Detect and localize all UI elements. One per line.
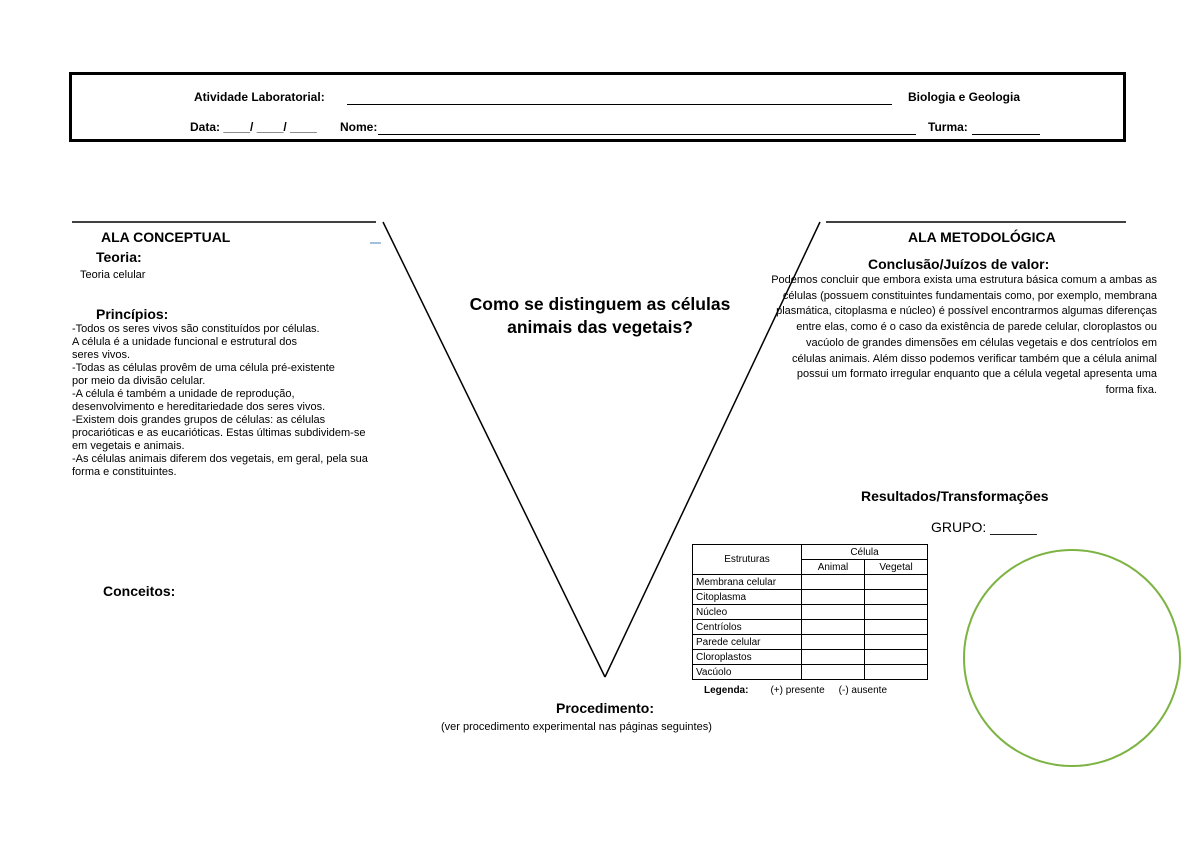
vegetal-cell[interactable] xyxy=(865,650,928,665)
table-row xyxy=(693,650,928,665)
atividade-label: Atividade Laboratorial: xyxy=(194,90,325,104)
vegetal-cell[interactable] xyxy=(865,590,928,605)
principios-list xyxy=(72,323,417,479)
vegetal-cell[interactable] xyxy=(865,620,928,635)
legend xyxy=(704,685,887,696)
row-label: Núcleo xyxy=(693,605,802,620)
animal-cell[interactable] xyxy=(802,575,865,590)
vegetal-cell[interactable] xyxy=(865,575,928,590)
teoria-title: Teoria: xyxy=(96,249,142,265)
metodologica-heading: ALA METODOLÓGICA xyxy=(908,229,1056,245)
table-row xyxy=(693,620,928,635)
principio-item: -A célula é também a unidade de reprodução, desenvolvimento e hereditariedade dos seres vivos. xyxy=(72,388,326,413)
animal-header: Animal xyxy=(802,560,865,575)
results-table xyxy=(692,544,928,680)
principio-item: -As células animais diferem dos vegetais, em geral, pela sua forma e constituintes. xyxy=(72,453,368,478)
legend-label: Legenda: xyxy=(704,685,749,696)
table-header-row xyxy=(693,545,928,560)
procedimento-text: (ver procedimento experimental nas páginas seguintes) xyxy=(441,721,712,733)
legend-present: (+) presente xyxy=(770,685,825,696)
principios-title: Princípios: xyxy=(96,306,169,322)
row-label: Centríolos xyxy=(693,620,802,635)
cell-header: Célula xyxy=(802,545,928,560)
turma-label: Turma: xyxy=(928,120,968,134)
principio-item: -Todos os seres vivos são constituídos por células. A célula é a unidade funcional e estrutural dos seres vivos. xyxy=(72,323,320,361)
focus-question: Como se distinguem as células animais das vegetais? xyxy=(469,294,731,337)
vegetal-cell[interactable] xyxy=(865,605,928,620)
subject-label: Biologia e Geologia xyxy=(908,90,1021,104)
conceptual-heading: ALA CONCEPTUAL xyxy=(101,229,231,245)
principio-item: -Todas as células provêm de uma célula pré-existente por meio da divisão celular. xyxy=(72,362,335,387)
vegetal-header: Vegetal xyxy=(865,560,928,575)
conclusao-text: Podemos concluir que embora exista uma estrutura básica comum a ambas as células (possuem constituintes fundamentais como, por exemplo, membrana plasmática, citoplasma e núcleo) é possível encontrarmos algumas diferenças entre elas, como é o caso da existência de parede celular, cloroplastos ou vacúolo de grandes dimensões em células vegetais e dos centríolos em células animais. Além disso podemos verificar também que a célula animal possui um formato irregular enquanto que a célula vegetal apresenta uma forma fixa. xyxy=(771,274,1157,396)
row-label: Parede celular xyxy=(693,635,802,650)
table-row xyxy=(693,665,928,680)
vegetal-cell[interactable] xyxy=(865,665,928,680)
table-row xyxy=(693,590,928,605)
grupo-field[interactable]: GRUPO: ______ xyxy=(931,519,1037,535)
animal-cell[interactable] xyxy=(802,635,865,650)
date-field[interactable]: Data: ____/ ____/ ____ xyxy=(190,120,317,134)
animal-cell[interactable] xyxy=(802,620,865,635)
table-row xyxy=(693,605,928,620)
animal-cell[interactable] xyxy=(802,650,865,665)
teoria-text: Teoria celular xyxy=(80,269,146,281)
animal-cell[interactable] xyxy=(802,605,865,620)
nome-label: Nome: xyxy=(340,120,378,134)
row-label: Membrana celular xyxy=(693,575,802,590)
row-label: Cloroplastos xyxy=(693,650,802,665)
table-row xyxy=(693,575,928,590)
table-row xyxy=(693,635,928,650)
animal-cell[interactable] xyxy=(802,590,865,605)
conclusao-title: Conclusão/Juízos de valor: xyxy=(868,256,1050,272)
conceitos-title: Conceitos: xyxy=(103,583,176,599)
vegetal-cell[interactable] xyxy=(865,635,928,650)
row-label: Vacúolo xyxy=(693,665,802,680)
result-circle xyxy=(964,550,1180,766)
resultados-title: Resultados/Transformações xyxy=(861,488,1049,504)
row-label: Citoplasma xyxy=(693,590,802,605)
struct-header: Estruturas xyxy=(693,545,802,575)
principio-item: -Existem dois grandes grupos de células: as células procarióticas e as eucarióticas. Estas últimas subdividem-se em vegetais e animais. xyxy=(72,414,366,452)
legend-absent: (-) ausente xyxy=(838,685,888,696)
procedimento-title: Procedimento: xyxy=(556,700,655,716)
animal-cell[interactable] xyxy=(802,665,865,680)
